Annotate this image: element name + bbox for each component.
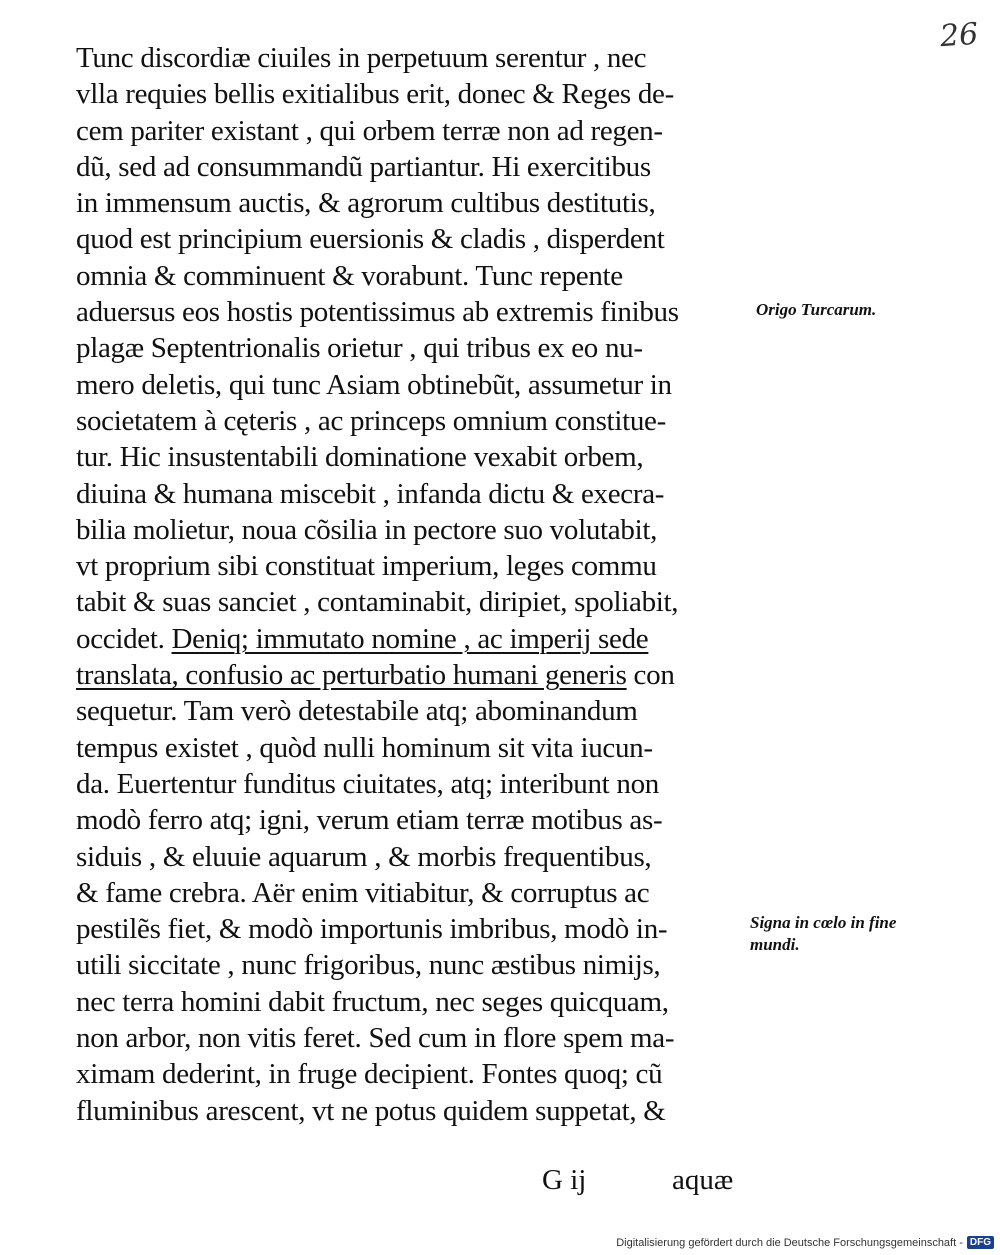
line-prefix: occidet.: [76, 622, 172, 655]
text-line: omnia & comminuent & vorabunt. Tunc repente: [76, 259, 623, 292]
text-line: tempus existet , quòd nulli hominum sit vita iucun-: [76, 731, 653, 764]
text-line: da. Euertentur funditus ciuitates, atq; interibunt non: [76, 767, 659, 800]
marginal-note-signa: [750, 912, 896, 956]
text-line: cem pariter existant , qui orbem terræ non ad regen-: [76, 114, 663, 147]
line-suffix: con: [626, 659, 675, 692]
text-line: plagæ Septentrionalis orietur , qui tribus ex eo nu-: [76, 332, 643, 365]
marginal-note-origo: Origo Turcarum.: [756, 300, 877, 319]
text-line: & fame crebra. Aër enim vitiabitur, & corruptus ac: [76, 876, 650, 909]
text-line: pestilẽs fiet, & modò importunis imbribus, modò in-: [76, 913, 668, 946]
signature-mark: G ij: [542, 1164, 587, 1196]
footer-text: Digitalisierung gefördert durch die Deutsche Forschungsgemeinschaft -: [616, 1236, 963, 1249]
text-line: bilia molietur, noua cõsilia in pectore suo volutabit,: [76, 513, 658, 546]
text-line: in immensum auctis, & agrorum cultibus destitutis,: [76, 187, 656, 220]
text-line: sequetur. Tam verò detestabile atq; abominandum: [76, 695, 638, 728]
text-line: mero deletis, qui tunc Asiam obtinebũt, assumetur in: [76, 368, 672, 401]
text-line: siduis , & eluuie aquarum , & morbis frequentibus,: [76, 840, 652, 873]
text-line: vt proprium sibi constituat imperium, leges commu: [76, 550, 657, 583]
text-line: diuina & humana miscebit , infanda dictu & execra-: [76, 477, 665, 510]
text-line: vlla requies bellis exitialibus erit, donec & Reges de-: [76, 78, 674, 111]
text-line: tabit & suas sanciet , contaminabit, diripiet, spoliabit,: [76, 586, 679, 619]
text-line: societatem à cęteris , ac princeps omnium constitue-: [76, 404, 666, 437]
body-text: [76, 40, 766, 1129]
text-line-underlined: [76, 657, 766, 693]
underlined-passage: Deniq; immutato nomine , ac imperij sede: [171, 622, 649, 655]
digitization-footer: [616, 1236, 994, 1249]
text-line: ximam dederint, in fruge decipient. Fontes quoq; cũ: [76, 1058, 663, 1091]
text-line: Tunc discordiæ ciuiles in perpetuum serentur , nec: [76, 42, 647, 74]
dfg-logo: DFG: [967, 1236, 994, 1249]
text-line: tur. Hic insustentabili dominatione vexabit orbem,: [76, 441, 644, 474]
text-line: quod est principium euersionis & cladis , disperdent: [76, 223, 665, 256]
text-line: utili siccitate , nunc frigoribus, nunc æstibus nimijs,: [76, 949, 661, 982]
marginal-note-line: mundi.: [750, 935, 800, 954]
catchword: aquæ: [672, 1164, 734, 1196]
text-line: fluminibus arescent, vt ne potus quidem suppetat, &: [76, 1094, 666, 1127]
text-line-underlined: [76, 621, 766, 657]
folio-number: 26: [938, 16, 980, 55]
text-line: nec terra homini dabit fructum, nec seges quicquam,: [76, 985, 669, 1018]
text-line: dũ, sed ad consummandũ partiantur. Hi exercitibus: [76, 150, 651, 183]
marginal-note-line: Signa in cœlo in fine: [750, 913, 897, 932]
text-line: aduersus eos hostis potentissimus ab extremis finibus: [76, 296, 679, 329]
text-line: non arbor, non vitis feret. Sed cum in flore spem ma-: [76, 1022, 675, 1055]
underlined-passage: translata, confusio ac perturbatio humani generis: [76, 659, 627, 692]
text-line: modò ferro atq; igni, verum etiam terræ motibus as-: [76, 804, 663, 837]
